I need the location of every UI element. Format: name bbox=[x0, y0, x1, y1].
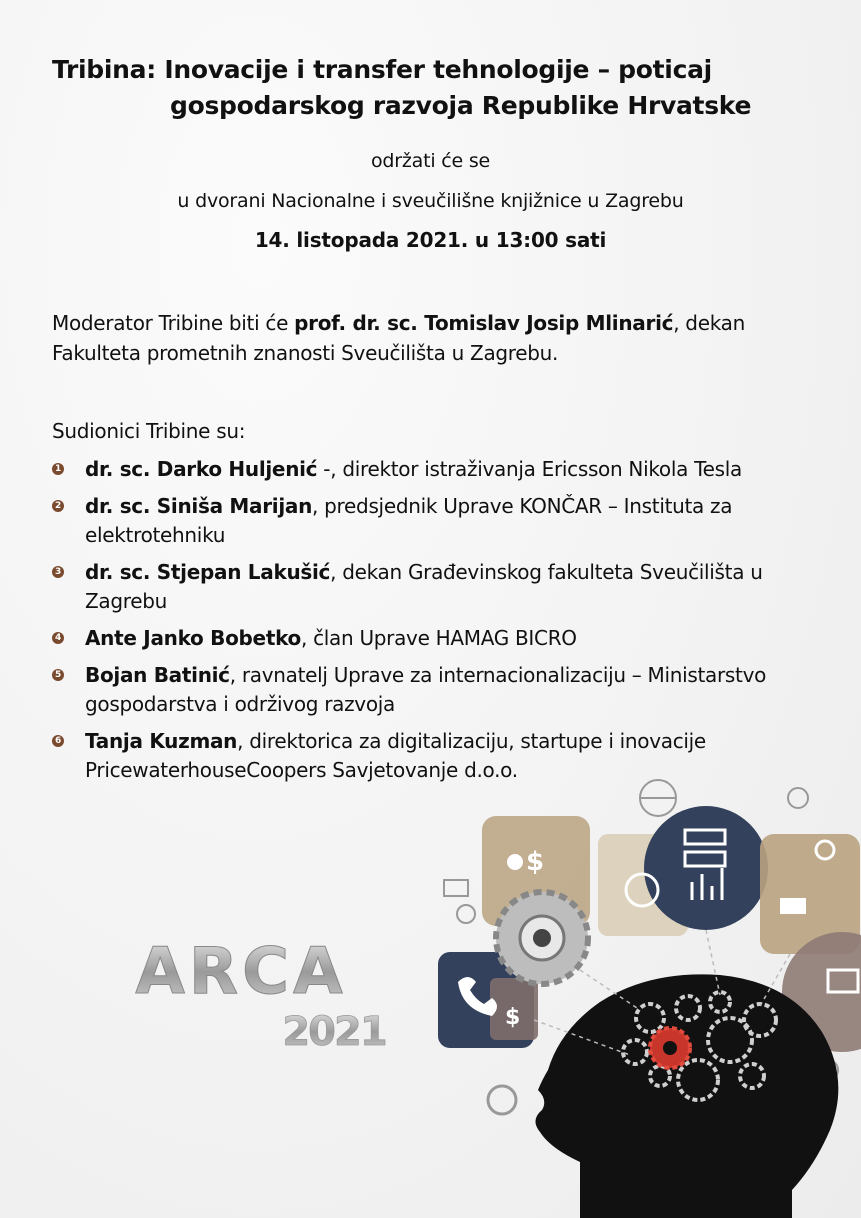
bullet-number: 2 bbox=[52, 500, 64, 512]
participant-role: , ravnatelj Uprave za internacionalizaciju – Ministarstvo gospodarstva i održivog razvoja bbox=[85, 663, 767, 716]
moderator-before: Moderator Tribine biti će bbox=[52, 311, 295, 335]
participant-name: dr. sc. Stjepan Lakušić bbox=[85, 560, 331, 584]
bullet-number: 5 bbox=[52, 669, 64, 681]
bullet-number: 4 bbox=[52, 632, 64, 644]
moderator-after: , dekan Fakulteta prometnih znanosti Sveučilišta u Zagrebu. bbox=[52, 311, 745, 365]
navy-bubble bbox=[644, 806, 768, 930]
mail-icon bbox=[444, 880, 468, 896]
list-item bbox=[52, 624, 812, 653]
list-item bbox=[52, 661, 812, 719]
participant-role: , predsjednik Uprave KONČAR – Instituta za elektrotehniku bbox=[85, 494, 733, 547]
participant-name: dr. sc. Darko Huljenić bbox=[85, 457, 318, 481]
moneybag-icon: $ bbox=[505, 1005, 521, 1030]
bullet-number: 3 bbox=[52, 566, 64, 578]
settings-small-icon bbox=[457, 905, 475, 923]
participant-role: , direktorica za digitalizaciju, startupe i inovacije PricewaterhouseCoopers Savjetovanje d.o.o. bbox=[85, 729, 706, 782]
participants-intro: Sudionici Tribine su: bbox=[52, 419, 246, 443]
dollar-icon: $ bbox=[526, 847, 545, 877]
title-line-2: gospodarskog razvoja Republike Hrvatske bbox=[170, 91, 752, 120]
logo-word: ARCA bbox=[135, 935, 347, 1009]
innovation-head-illustration bbox=[430, 770, 861, 1218]
event-venue: u dvorani Nacionalne i sveučilišne knjižnice u Zagrebu bbox=[177, 190, 684, 212]
participant-role: , član Uprave HAMAG BICRO bbox=[300, 626, 577, 650]
list-item bbox=[52, 455, 812, 484]
event-intro: održati će se bbox=[370, 150, 491, 172]
participant-name: Tanja Kuzman bbox=[85, 729, 238, 753]
participant-name: dr. sc. Siniša Marijan bbox=[85, 494, 313, 518]
event-datetime: 14. listopada 2021. u 13:00 sati bbox=[254, 228, 607, 252]
list-item bbox=[52, 558, 812, 616]
settings-icon bbox=[788, 788, 808, 808]
card-icon bbox=[780, 898, 806, 914]
arca-logo bbox=[96, 935, 386, 1050]
participant-name: Bojan Batinić bbox=[85, 663, 230, 687]
bullet-number: 1 bbox=[52, 463, 64, 475]
title-line-1: Tribina: Inovacije i transfer tehnologije – poticaj bbox=[52, 55, 712, 84]
participant-role: , dekan Građevinskog fakulteta Sveučilišta u Zagrebu bbox=[85, 560, 763, 613]
event-title bbox=[52, 52, 832, 124]
person-icon bbox=[507, 854, 523, 870]
participant-name: Ante Janko Bobetko bbox=[85, 626, 301, 650]
participants-list bbox=[52, 455, 812, 793]
participant-role: -, direktor istraživanja Ericsson Nikola Tesla bbox=[317, 457, 742, 481]
steering-wheel-icon bbox=[488, 1086, 516, 1114]
logo-year: 2021 bbox=[282, 1009, 386, 1050]
moderator-name: prof. dr. sc. Tomislav Josip Mlinarić bbox=[294, 311, 674, 335]
bullet-number: 6 bbox=[52, 735, 64, 747]
moderator-paragraph bbox=[52, 308, 832, 368]
list-item bbox=[52, 492, 812, 550]
